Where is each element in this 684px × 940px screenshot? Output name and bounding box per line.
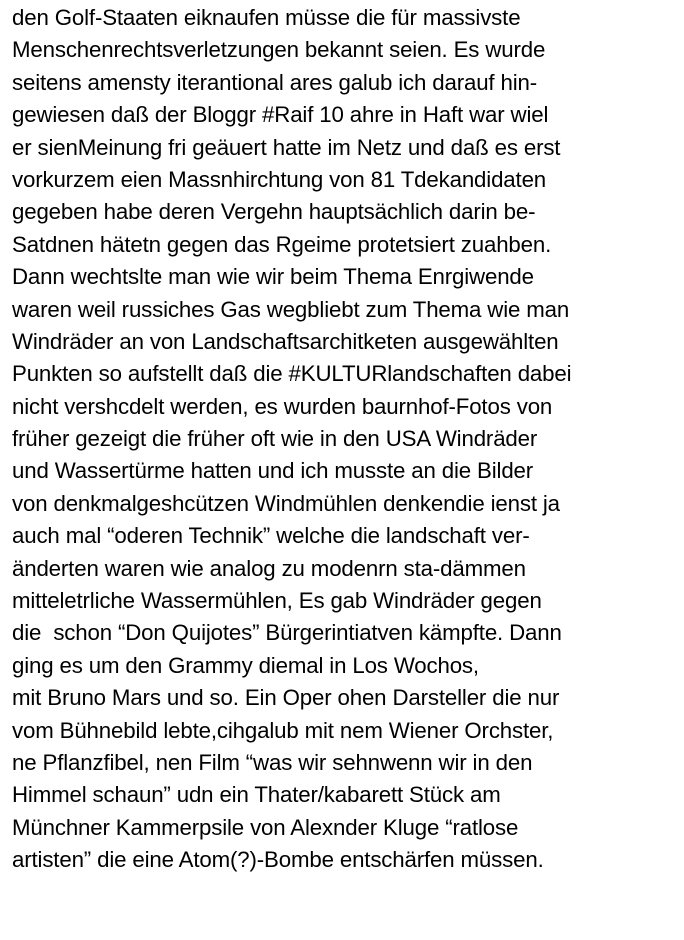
text-line: Himmel schaun” udn ein Thater/kabarett Stück am	[12, 782, 501, 808]
text-line: ging es um den Grammy diemal in Los Wochos,	[12, 652, 479, 678]
text-line: gegeben habe deren Vergehn hauptsächlich darin be-	[12, 199, 536, 225]
text-line: nicht vershcdelt werden, es wurden baurnhof-Fotos von	[12, 393, 553, 419]
text-line: gewiesen daß der Bloggr #Raif 10 ahre in Haft war wiel	[12, 102, 549, 128]
text-line: früher gezeigt die früher oft wie in den USA Windräder	[12, 426, 538, 452]
text-line: Windräder an von Landschaftsarchitketen ausgewählten	[12, 328, 559, 354]
text-line: Satdnen hätetn gegen das Rgeime protetsiert zuahben.	[12, 231, 552, 257]
text-line: vorkurzem eien Massnhirchtung von 81 Tdekandidaten	[12, 166, 547, 192]
text-line: die schon “Don Quijotes” Bürgerintiatven kämpfte. Dann	[12, 620, 562, 646]
text-line: ne Pflanzfibel, nen Film “was wir sehnwenn wir in den	[12, 749, 533, 775]
text-line: seitens amensty iterantional ares galub ich darauf hin-	[12, 69, 538, 95]
text-line: Dann wechtslte man wie wir beim Thema Enrgiwende	[12, 264, 534, 290]
text-line: Münchner Kammerpsile von Alexnder Kluge “ratlose	[12, 814, 519, 840]
text-line: mit Bruno Mars und so. Ein Oper ohen Darsteller die nur	[12, 685, 560, 711]
text-line: von denkmalgeshcützen Windmühlen denkendie ienst ja	[12, 490, 560, 516]
text-line: vom Bühnebild lebte,cihgalub mit nem Wiener Orchster,	[12, 717, 554, 743]
text-line: den Golf-Staaten eiknaufen müsse die für massivste	[12, 5, 521, 30]
text-line: und Wassertürme hatten und ich musste an die Bilder	[12, 458, 534, 484]
text-line: Menschenrechtsverletzungen bekannt seien. Es wurde	[12, 37, 546, 63]
text-line: waren weil russiches Gas wegbliebt zum Thema wie man	[12, 296, 570, 322]
text-line: artisten” die eine Atom(?)-Bombe entschärfen müssen.	[12, 847, 544, 873]
text-line: er sienMeinung fri geäuert hatte im Netz und daß es erst	[12, 134, 561, 160]
body-text	[12, 2, 684, 877]
text-line: mitteletrliche Wassermühlen, Es gab Windräder gegen	[12, 588, 542, 614]
text-line: Punkten so aufstellt daß die #KULTURlandschaften dabei	[12, 361, 572, 387]
text-line: änderten waren wie analog zu modenrn sta-dämmen	[12, 555, 526, 581]
text-line: auch mal “oderen Technik” welche die landschaft ver-	[12, 523, 530, 549]
